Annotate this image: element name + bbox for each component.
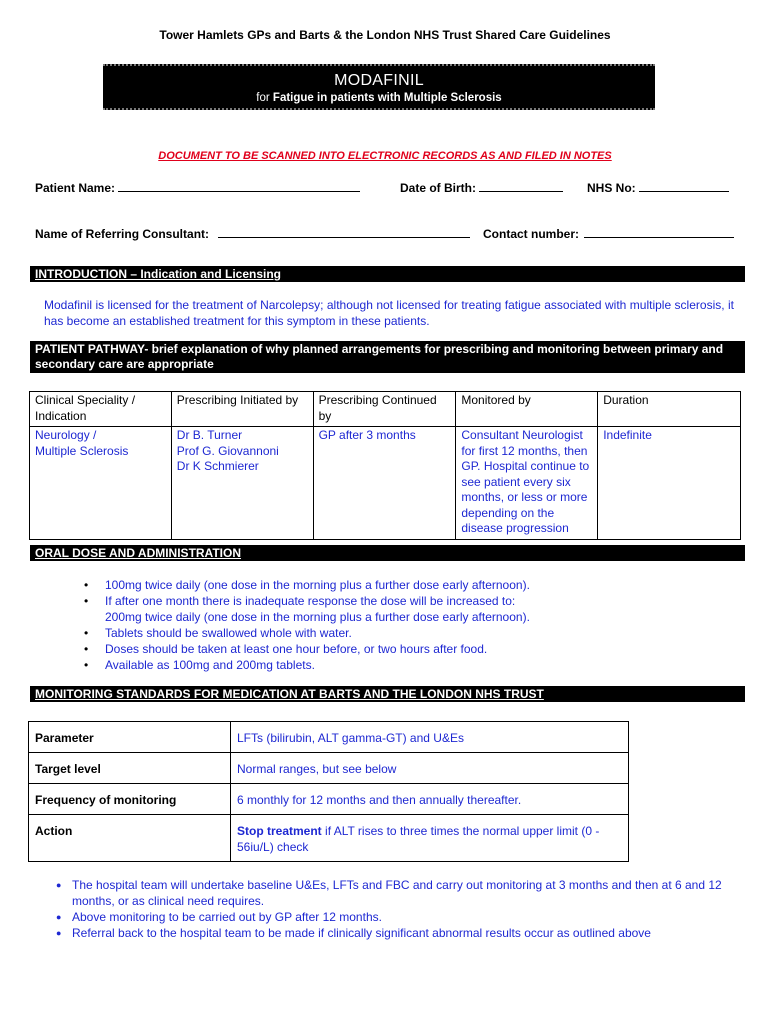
dose-heading [30, 545, 745, 561]
monitoring-row [29, 815, 629, 862]
pathway-header-row [30, 392, 741, 427]
initiator-name: Dr B. Turner [176, 428, 243, 442]
nhs-no-line[interactable] [639, 180, 729, 192]
nhs-no-field[interactable] [587, 180, 729, 195]
monitoring-note: ● Referral back to the hospital team to be made if clinically significant abnormal results occur as outlined above [56, 925, 726, 941]
document-header: Tower Hamlets GPs and Barts & the London NHS Trust Shared Care Guidelines [159, 28, 611, 42]
cell-continued: GP after 3 months [313, 427, 456, 540]
pathway-data-row [30, 427, 741, 540]
scan-note: DOCUMENT TO BE SCANNED INTO ELECTRONIC RECORDS AS AND FILED IN NOTES [158, 150, 612, 162]
monitoring-value [231, 815, 629, 862]
introduction-heading-text: INTRODUCTION – Indication and Licensing [35, 267, 282, 281]
header-continued-text: Prescribing Continued by [318, 393, 437, 423]
monitoring-row [29, 722, 629, 753]
initiator-name: Dr K Schmierer [176, 459, 259, 473]
dob-label: Date of Birth: [400, 181, 476, 195]
header-duration: Duration [598, 392, 741, 427]
dose-item: • Tablets should be swallowed whole with water. [90, 625, 530, 641]
contact-number-line[interactable] [584, 226, 734, 238]
header-initiated: Prescribing Initiated by [171, 392, 313, 427]
speciality-line: Multiple Sclerosis [35, 443, 129, 458]
header-monitored: Monitored by [456, 392, 598, 427]
cell-speciality [30, 427, 172, 540]
monitoring-table [28, 721, 629, 862]
patient-name-label: Patient Name: [35, 181, 116, 195]
referring-consultant-label: Name of Referring Consultant: [35, 227, 210, 241]
monitoring-label: Target level [29, 753, 231, 784]
initiator-name: Prof G. Giovannoni [176, 443, 279, 458]
monitoring-note: ● Above monitoring to be carried out by GP after 12 months. [56, 909, 726, 925]
monitoring-row [29, 753, 629, 784]
indication-text: Fatigue in patients with Multiple Sclerosis [272, 92, 502, 104]
speciality-line: Neurology / [35, 428, 97, 442]
monitoring-value: 6 monthly for 12 months and then annually thereafter. [231, 784, 629, 815]
nhs-no-label: NHS No: [587, 181, 636, 195]
patient-name-field[interactable] [35, 180, 360, 195]
referring-consultant-line[interactable] [218, 226, 470, 238]
patient-name-line[interactable] [118, 180, 360, 192]
pathway-table [29, 391, 741, 540]
cell-monitored: Consultant Neurologist for first 12 months, then GP. Hospital continue to see patient every six months, or less or more depending on the disease progression [456, 427, 598, 540]
dose-heading-text: ORAL DOSE AND ADMINISTRATION [35, 546, 241, 560]
dose-list [90, 577, 530, 673]
monitoring-value: LFTs (bilirubin, ALT gamma-GT) and U&Es [231, 722, 629, 753]
dose-item: • Doses should be taken at least one hour before, or two hours after food. [90, 641, 530, 657]
cell-duration: Indefinite [598, 427, 741, 540]
monitoring-notes [56, 877, 726, 941]
monitoring-heading-text: MONITORING STANDARDS FOR MEDICATION AT BARTS AND THE LONDON NHS TRUST [35, 687, 544, 701]
dose-item: • 100mg twice daily (one dose in the morning plus a further dose early afternoon). [90, 577, 530, 593]
cell-initiated [171, 427, 313, 540]
dose-item: • Available as 100mg and 200mg tablets. [90, 657, 530, 673]
dob-field[interactable] [400, 180, 563, 195]
header-continued-wrap [319, 393, 451, 424]
dose-item-continuation: 200mg twice daily (one dose in the morning plus a further dose early afternoon). [105, 610, 530, 624]
monitoring-label: Action [29, 815, 231, 862]
pathway-heading: PATIENT PATHWAY- brief explanation of why planned arrangements for prescribing and monitoring between primary and secondary care are appropriate [30, 341, 745, 373]
action-text: if ALT rises to three times the normal upper limit (0 - 56iu/L) check [237, 824, 600, 854]
header-speciality: Clinical Speciality / Indication [30, 392, 172, 427]
contact-number-label: Contact number: [483, 227, 579, 241]
contact-number-field[interactable] [483, 226, 734, 241]
drug-title: MODAFINIL [334, 72, 424, 89]
monitoring-label: Frequency of monitoring [29, 784, 231, 815]
indication-prefix: for [256, 92, 270, 104]
title-banner [103, 64, 655, 110]
dob-line[interactable] [479, 180, 563, 192]
introduction-text: Modafinil is licensed for the treatment of Narcolepsy; although not licensed for treating fatigue associated with multiple sclerosis, it has become an established treatment for this symptom in these patients. [44, 298, 734, 328]
referring-consultant-field[interactable] [35, 226, 470, 241]
header-continued [313, 392, 456, 427]
monitoring-heading [30, 686, 745, 702]
monitoring-value: Normal ranges, but see below [231, 753, 629, 784]
monitoring-label: Parameter [29, 722, 231, 753]
dose-item: • If after one month there is inadequate response the dose will be increased to: [90, 593, 530, 609]
monitoring-note: ● The hospital team will undertake baseline U&Es, LFTs and FBC and carry out monitoring at 3 months and then at 6 and 12 months, or as clinical need requires. [56, 877, 726, 909]
introduction-heading [30, 266, 745, 282]
monitoring-row [29, 784, 629, 815]
indication-subtitle [103, 92, 655, 104]
stop-treatment-text: Stop treatment [237, 824, 322, 838]
